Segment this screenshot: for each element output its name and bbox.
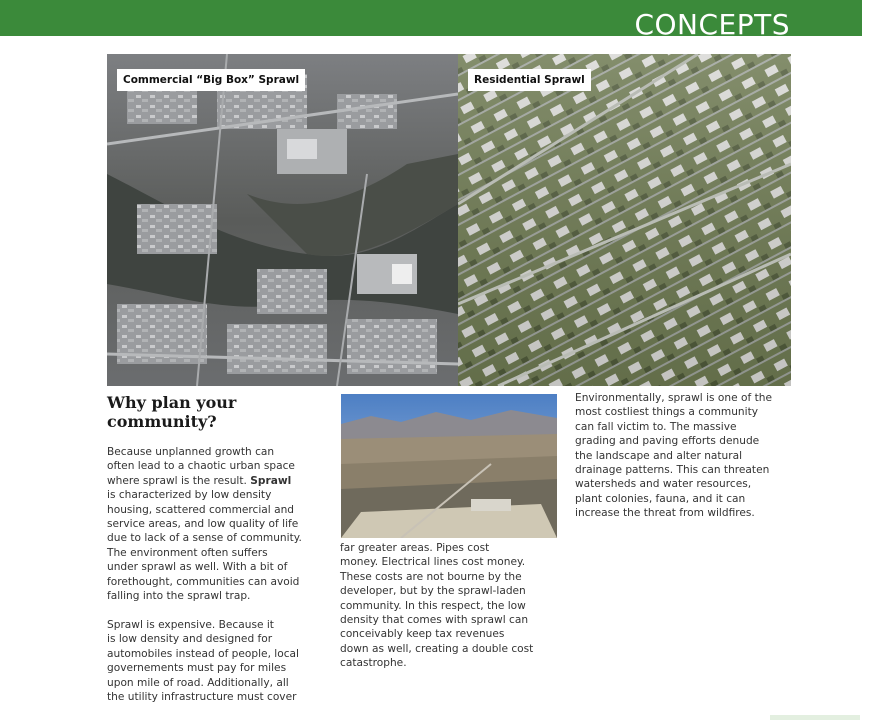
header-bar — [0, 0, 862, 41]
page-title: CONCEPTS — [634, 8, 790, 41]
paragraph-environment: Environmentally, sprawl is one of the most costliest things a community can fall victim to. The massive grading and paving efforts denude the landscape and alter natural drainage patterns. This can threaten watersheds and water resources, plant colonies, fauna, and it can increase the threat from wildfires. — [575, 392, 772, 520]
paragraph-infrastructure: far greater areas. Pipes cost money. Electrical lines cost money. These costs are not bourne by the developer, but by the sprawl-laden community. In this respect, the low density that comes with sprawl can conceivably keep tax revenues down as well, creating a double cost catastrophe. — [340, 542, 534, 670]
desert-city-photo — [341, 394, 557, 538]
intro-text: Because unplanned growth can often lead to a chaotic urban space where sprawl is the result. — [107, 446, 295, 487]
commercial-sprawl-photo — [107, 54, 458, 386]
section-heading: Why plan your community? — [107, 393, 237, 431]
paragraph-cost: Sprawl is expensive. Because it is low density and designed for automobiles instead of people, local governements must pay for miles upon mile of road. Additionally, all the utility infrastructure must cover — [107, 619, 299, 704]
residential-sprawl-photo — [458, 54, 791, 386]
commercial-sprawl-label: Commercial “Big Box” Sprawl — [117, 69, 305, 91]
paragraph-intro — [107, 445, 332, 603]
sprawl-term: Sprawl — [250, 474, 292, 487]
intro-text-continued: is characterized by low density housing, scattered commercial and service areas, and low quality of life due to lack of a sense of community. The environment often suffers under sprawl as well. With a bit of forethought, communities can avoid falling into the sprawl trap. — [107, 489, 302, 603]
aerial-photo-strip — [107, 54, 791, 386]
residential-sprawl-label: Residential Sprawl — [468, 69, 591, 91]
footer-accent — [770, 715, 860, 720]
